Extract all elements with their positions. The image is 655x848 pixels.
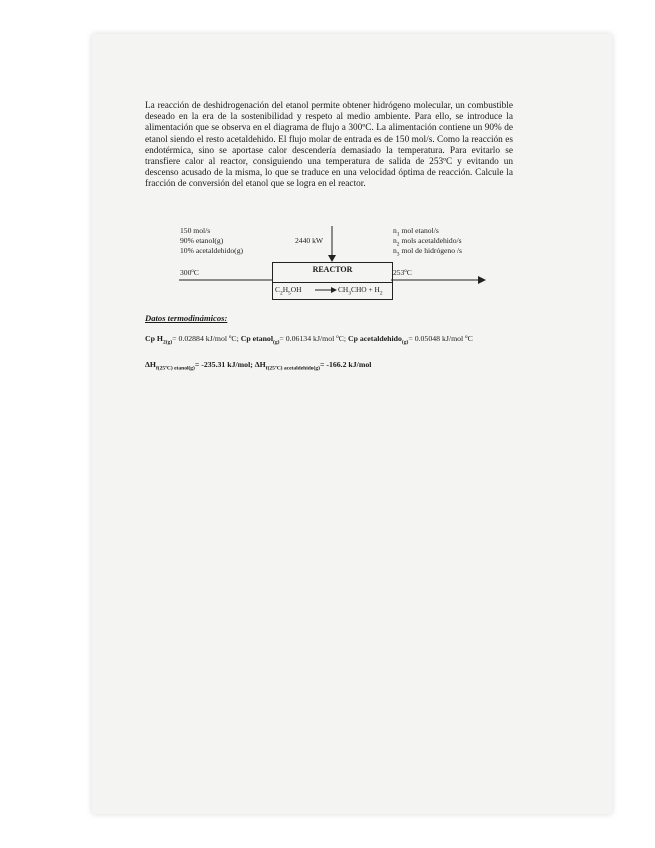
- thermo-heading: Datos termodinámicos:: [145, 313, 228, 323]
- outlet-hydrogen-label: $n_3$ mol de hidrógeno /s: [393, 246, 462, 258]
- outlet-temperature-label: 253ºC: [393, 268, 412, 277]
- outlet-acetaldehyde-label: $n_2$ mols acetaldehido/s: [393, 236, 462, 248]
- flow-diagram: [145, 224, 490, 310]
- outlet-ethanol-label: $n_1$ mol etanol/s: [393, 226, 439, 238]
- outlet-arrowhead: [478, 276, 486, 284]
- feed-acetaldehyde-label: 10% acetaldehido(g): [180, 246, 244, 255]
- reaction-equation: [273, 282, 392, 297]
- heat-arrowhead: [328, 255, 336, 262]
- reactor-title: REACTOR: [312, 265, 353, 274]
- reactor-box: [272, 262, 393, 300]
- heat-duty-label: 2440 kW: [295, 236, 324, 245]
- feed-temperature-label: 300ºC: [180, 268, 199, 277]
- reaction-products: $CH_3CHO + H_2$: [338, 285, 383, 297]
- reaction-arrow-icon: [315, 287, 337, 293]
- reaction-reactant: $C_2H_5OH$: [275, 285, 302, 297]
- enthalpy-line: $\Delta H_{f(25ºC) etanol(g)}= -235.31$ kJ/mol; $\Delta H_{f(25ºC) acetaldehido(g)}= -166.2$ kJ/mol: [145, 360, 372, 372]
- feed-ethanol-label: 90% etanol(g): [180, 236, 224, 245]
- feed-flow-label: 150 mol/s: [180, 226, 211, 235]
- heat-capacity-line: Cp $H_{2(g)}= 0.02884$ kJ/mol ºC; Cp etanol$_{(g)}$= 0.06134 kJ/mol ºC; Cp acetaldehido$_{(g)}$= 0.05048 kJ/mol ºC: [145, 334, 473, 346]
- problem-statement: La reacción de deshidrogenación del etanol permite obtener hidrógeno molecular, un combustible deseado en la era de la sostenibilidad y respeto al medio ambiente. Para ello, se introduce la alimentación que se observa en el diagrama de flujo a 300ºC. La alimentación contiene un 90% de etanol siendo el resto acetaldehido. El flujo molar de entrada es de 150 mol/s. Como la reacción es endotérmica, sino se aportase calor descendería demasiado la temperatura. Para evitarlo se transfiere calor al reactor, consiguiendo una temperatura de salida de 253ºC y evitando un descenso acusado de la misma, lo que se traduce en una velocidad óptima de reacción. Calcule la fracción de conversión del etanol que se logra en el reactor.: [145, 101, 513, 190]
